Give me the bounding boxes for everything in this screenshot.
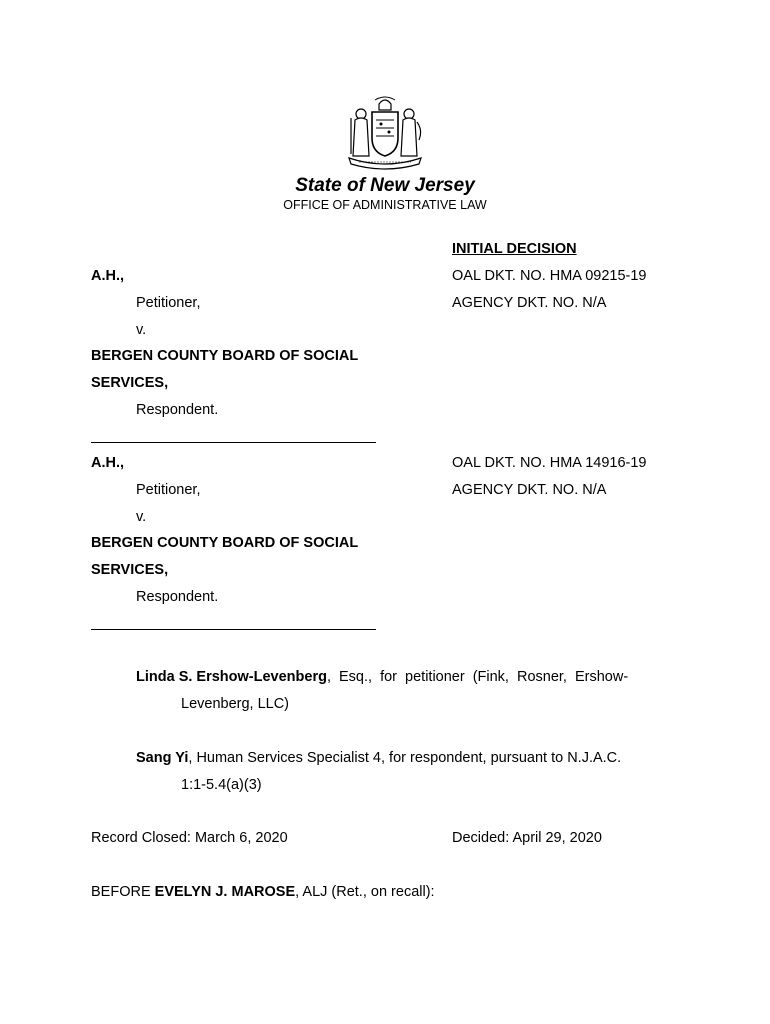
petitioner-counsel-line1	[136, 669, 628, 685]
case1-agency-docket: AGENCY DKT. NO. N/A	[452, 295, 607, 311]
respondent-rep-detail: , Human Services Specialist 4, for respondent, pursuant to N.J.A.C.	[188, 750, 622, 766]
case1-respondent-line1: BERGEN COUNTY BOARD OF SOCIAL	[91, 348, 359, 364]
case2-oal-docket: OAL DKT. NO. HMA 14916-19	[452, 455, 647, 471]
case1-oal-docket: OAL DKT. NO. HMA 09215-19	[452, 268, 647, 284]
case1-petitioner-role: Petitioner,	[136, 295, 201, 311]
respondent-rep-line1	[136, 750, 621, 766]
case1-respondent-line2: SERVICES,	[91, 375, 169, 391]
respondent-rep-line2: 1:1-5.4(a)(3)	[181, 777, 262, 793]
respondent-rep-name: Sang Yi	[136, 750, 189, 766]
case1-petitioner-name: A.H.,	[91, 268, 125, 284]
state-title: State of New Jersey	[295, 175, 475, 196]
case2-petitioner-role: Petitioner,	[136, 482, 201, 498]
case2-respondent-line1: BERGEN COUNTY BOARD OF SOCIAL	[91, 535, 359, 551]
case2-divider	[91, 629, 376, 630]
case2-agency-docket: AGENCY DKT. NO. N/A	[452, 482, 607, 498]
judge-name: EVELYN J. MAROSE	[154, 884, 296, 900]
petitioner-counsel-name: Linda S. Ershow-Levenberg	[136, 669, 327, 685]
case2-respondent-line2: SERVICES,	[91, 562, 169, 578]
case2-versus: v.	[136, 509, 147, 525]
petitioner-counsel-line2: Levenberg, LLC)	[181, 696, 290, 712]
case2-respondent-role: Respondent.	[136, 589, 219, 605]
petitioner-counsel-detail: , Esq., for petitioner (Fink, Rosner, Ershow-	[326, 669, 629, 685]
decision-label: INITIAL DECISION	[452, 241, 577, 257]
case2-petitioner-name: A.H.,	[91, 455, 125, 471]
new-jersey-seal-icon	[345, 96, 425, 170]
case1-versus: v.	[136, 322, 147, 338]
decided-date: Decided: April 29, 2020	[452, 830, 602, 846]
case1-divider	[91, 442, 376, 443]
office-subtitle: OFFICE OF ADMINISTRATIVE LAW	[283, 198, 487, 212]
before-line	[91, 884, 435, 900]
case1-respondent-role: Respondent.	[136, 402, 219, 418]
before-prefix: BEFORE	[91, 884, 155, 900]
before-suffix: , ALJ (Ret., on recall):	[295, 884, 435, 900]
record-closed-date: Record Closed: March 6, 2020	[91, 830, 288, 846]
